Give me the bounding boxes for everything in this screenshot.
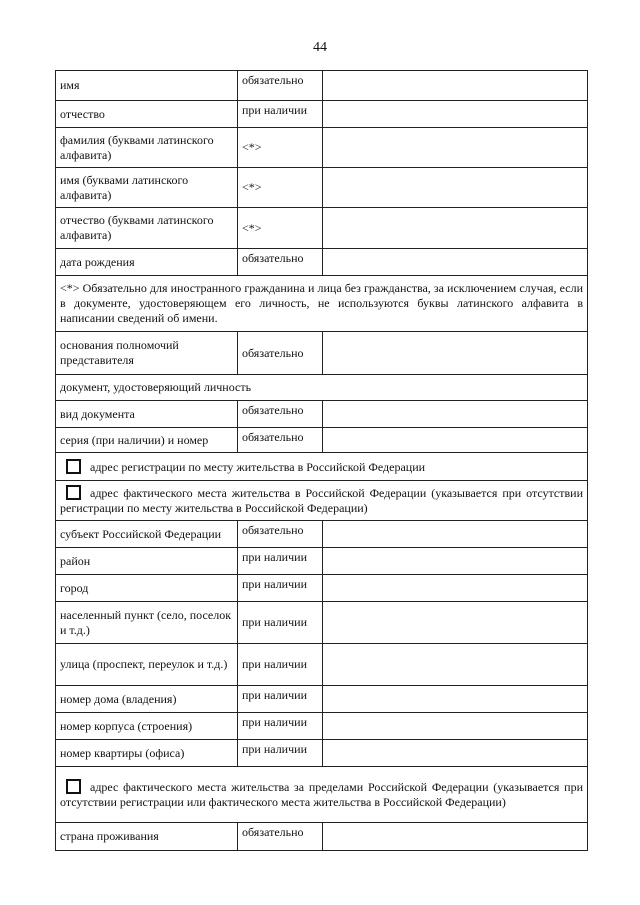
field-status: обязательно: [238, 71, 323, 101]
field-value[interactable]: [323, 168, 588, 208]
checkbox-actual-row: [56, 481, 588, 521]
form-row: [56, 428, 588, 453]
field-label: вид документа: [56, 401, 238, 428]
field-status: при наличии: [238, 686, 323, 713]
field-label: номер дома (владения): [56, 686, 238, 713]
form-row: [56, 521, 588, 548]
field-label: дата рождения: [56, 249, 238, 276]
field-label: улица (проспект, переулок и т.д.): [56, 644, 238, 686]
field-label: населенный пункт (село, поселок и т.д.): [56, 602, 238, 644]
field-status: при наличии: [238, 101, 323, 128]
field-label: номер квартиры (офиса): [56, 740, 238, 767]
field-label: имя (буквами латинского алфавита): [56, 168, 238, 208]
checkbox-row: [56, 767, 588, 823]
note-row: [56, 276, 588, 332]
section-header: документ, удостоверяющий личность: [56, 375, 588, 401]
field-value[interactable]: [323, 128, 588, 168]
field-value[interactable]: [323, 575, 588, 602]
field-value[interactable]: [323, 521, 588, 548]
checkbox-row: [56, 481, 588, 521]
field-label: отчество: [56, 101, 238, 128]
field-label: серия (при наличии) и номер: [56, 428, 238, 453]
field-value[interactable]: [323, 602, 588, 644]
field-value[interactable]: [323, 332, 588, 375]
form-row: [56, 686, 588, 713]
form-row: [56, 249, 588, 276]
field-status: при наличии: [238, 602, 323, 644]
field-status: обязательно: [238, 249, 323, 276]
form-row: [56, 713, 588, 740]
field-label: имя: [56, 71, 238, 101]
field-status: при наличии: [238, 548, 323, 575]
field-value[interactable]: [323, 249, 588, 276]
field-status: при наличии: [238, 713, 323, 740]
field-value[interactable]: [323, 644, 588, 686]
checkbox-label: адрес фактического места жительства за пределами Российской Федерации (указывается при отсутствии регистрации или фактического места жительства в Российской Федерации): [60, 780, 583, 809]
field-value[interactable]: [323, 713, 588, 740]
form-row: [56, 823, 588, 851]
checkbox-label: адрес регистрации по месту жительства в Российской Федерации: [90, 459, 426, 474]
form-row: [56, 575, 588, 602]
checkbox-registration-row: [56, 453, 588, 481]
field-value[interactable]: [323, 208, 588, 249]
field-value[interactable]: [323, 686, 588, 713]
abroad-address-checkbox[interactable]: [66, 779, 81, 794]
field-status: <*>: [238, 168, 323, 208]
form-row: [56, 740, 588, 767]
actual-address-checkbox[interactable]: [66, 485, 81, 500]
field-label: город: [56, 575, 238, 602]
field-value[interactable]: [323, 823, 588, 851]
form-row: [56, 332, 588, 375]
field-value[interactable]: [323, 71, 588, 101]
field-label: номер корпуса (строения): [56, 713, 238, 740]
field-label: страна проживания: [56, 823, 238, 851]
field-status: при наличии: [238, 644, 323, 686]
checkbox-abroad-row: [56, 767, 588, 823]
form-row: [56, 401, 588, 428]
field-status: обязательно: [238, 521, 323, 548]
field-status: обязательно: [238, 823, 323, 851]
footnote-text: <*> Обязательно для иностранного гражданина и лица без гражданства, за исключением случая, если в документе, удостоверяющем его личность, не используются буквы латинского алфавита в написании сведений об имени.: [56, 276, 588, 332]
checkbox-label: адрес фактического места жительства в Российской Федерации (указывается при отсутствии регистрации по месту жительства в Российской Федерации): [60, 486, 583, 515]
form-row: [56, 208, 588, 249]
section-header-row: [56, 375, 588, 401]
field-status: при наличии: [238, 740, 323, 767]
field-label: район: [56, 548, 238, 575]
field-status: <*>: [238, 128, 323, 168]
form-row: [56, 644, 588, 686]
field-status: обязательно: [238, 428, 323, 453]
form-row: [56, 168, 588, 208]
field-value[interactable]: [323, 548, 588, 575]
field-label: отчество (буквами латинского алфавита): [56, 208, 238, 249]
form-row: [56, 548, 588, 575]
field-label: основания полномочий представителя: [56, 332, 238, 375]
form-row: [56, 101, 588, 128]
field-value[interactable]: [323, 101, 588, 128]
form-row: [56, 602, 588, 644]
form-table: [55, 70, 588, 851]
field-label: фамилия (буквами латинского алфавита): [56, 128, 238, 168]
form-row: [56, 71, 588, 101]
field-status: обязательно: [238, 332, 323, 375]
field-value[interactable]: [323, 740, 588, 767]
field-value[interactable]: [323, 401, 588, 428]
form-row: [56, 128, 588, 168]
page-number: 44: [313, 40, 327, 55]
field-value[interactable]: [323, 428, 588, 453]
registration-checkbox[interactable]: [66, 459, 81, 474]
checkbox-row: [56, 453, 588, 481]
field-status: обязательно: [238, 401, 323, 428]
field-status: при наличии: [238, 575, 323, 602]
field-label: субъект Российской Федерации: [56, 521, 238, 548]
field-status: <*>: [238, 208, 323, 249]
